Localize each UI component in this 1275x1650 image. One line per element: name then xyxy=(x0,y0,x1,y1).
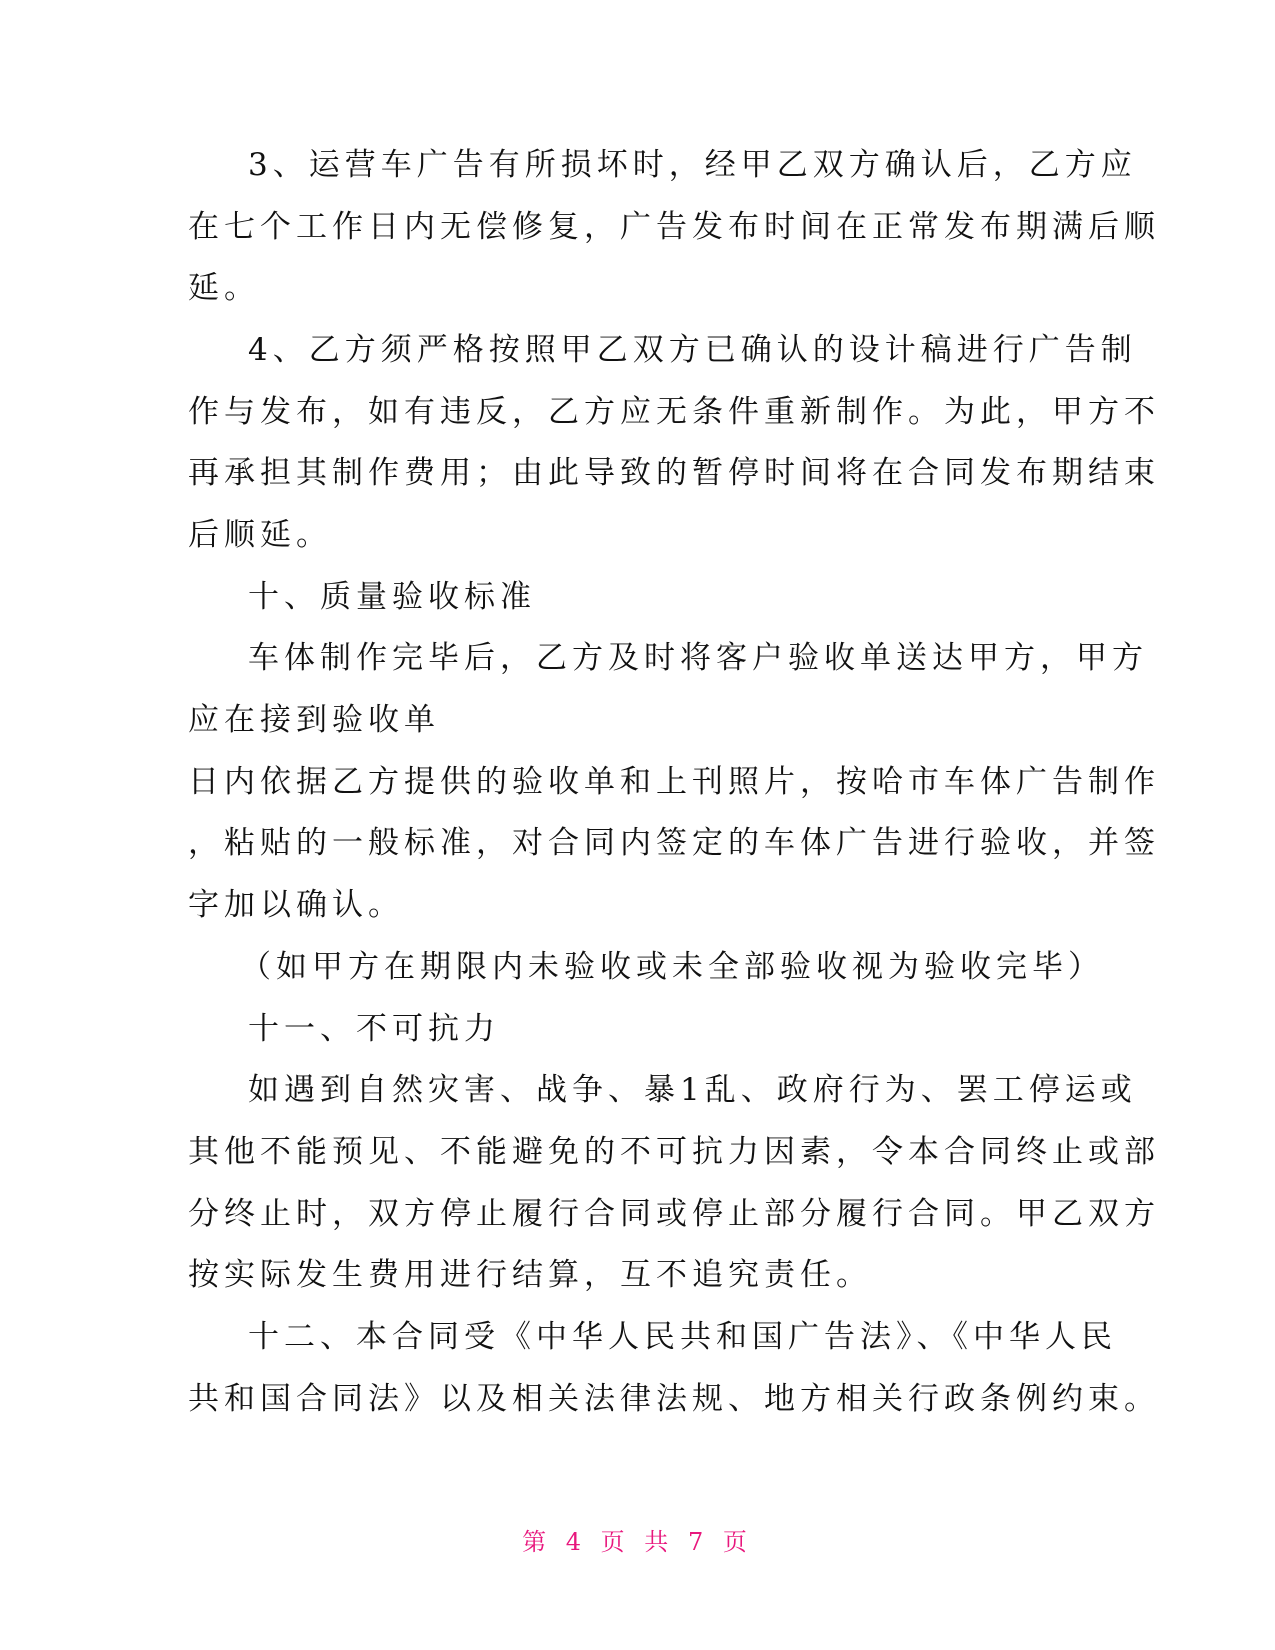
paragraph-line: 后顺延。 xyxy=(188,517,332,553)
paragraph-line: 按实际发生费用进行结算，互不追究责任。 xyxy=(188,1257,872,1293)
paragraph-line: 3、运营车广告有所损坏时，经甲乙双方确认后，乙方应 xyxy=(248,147,1137,183)
section-heading: 十、质量验收标准 xyxy=(248,579,536,615)
page-number-footer: 第 4 页 共 7 页 xyxy=(522,1528,753,1556)
paragraph-line: 分终止时，双方停止履行合同或停止部分履行合同。甲乙双方 xyxy=(188,1196,1160,1232)
paragraph-line: 其他不能预见、不能避免的不可抗力因素，令本合同终止或部 xyxy=(188,1134,1160,1170)
paragraph-line: 在七个工作日内无偿修复，广告发布时间在正常发布期满后顺 xyxy=(188,209,1160,245)
paragraph-line: 应在接到验收单 xyxy=(188,702,440,738)
paragraph-line: 日内依据乙方提供的验收单和上刊照片，按哈市车体广告制作 xyxy=(188,764,1160,800)
paragraph-line: 作与发布，如有违反，乙方应无条件重新制作。为此，甲方不 xyxy=(188,394,1160,430)
paragraph-line: 如遇到自然灾害、战争、暴1乱、政府行为、罢工停运或 xyxy=(248,1072,1137,1108)
paragraph-line: 字加以确认。 xyxy=(188,887,404,923)
paragraph-line: 再承担其制作费用；由此导致的暂停时间将在合同发布期结束 xyxy=(188,455,1160,491)
paragraph-line: 共和国合同法》以及相关法律法规、地方相关行政条例约束。 xyxy=(188,1381,1160,1417)
paragraph-line: ，粘贴的一般标准，对合同内签定的车体广告进行验收，并签 xyxy=(188,825,1160,861)
paragraph-line: （如甲方在期限内未验收或未全部验收视为验收完毕） xyxy=(240,949,1104,985)
section-heading: 十一、不可抗力 xyxy=(248,1011,500,1047)
paragraph-line: 延。 xyxy=(188,270,260,306)
paragraph-line: 十二、本合同受《中华人民共和国广告法》、《中华人民 xyxy=(248,1319,1117,1355)
paragraph-line: 4、乙方须严格按照甲乙双方已确认的设计稿进行广告制 xyxy=(248,332,1137,368)
paragraph-line: 车体制作完毕后，乙方及时将客户验收单送达甲方，甲方 xyxy=(248,640,1148,676)
